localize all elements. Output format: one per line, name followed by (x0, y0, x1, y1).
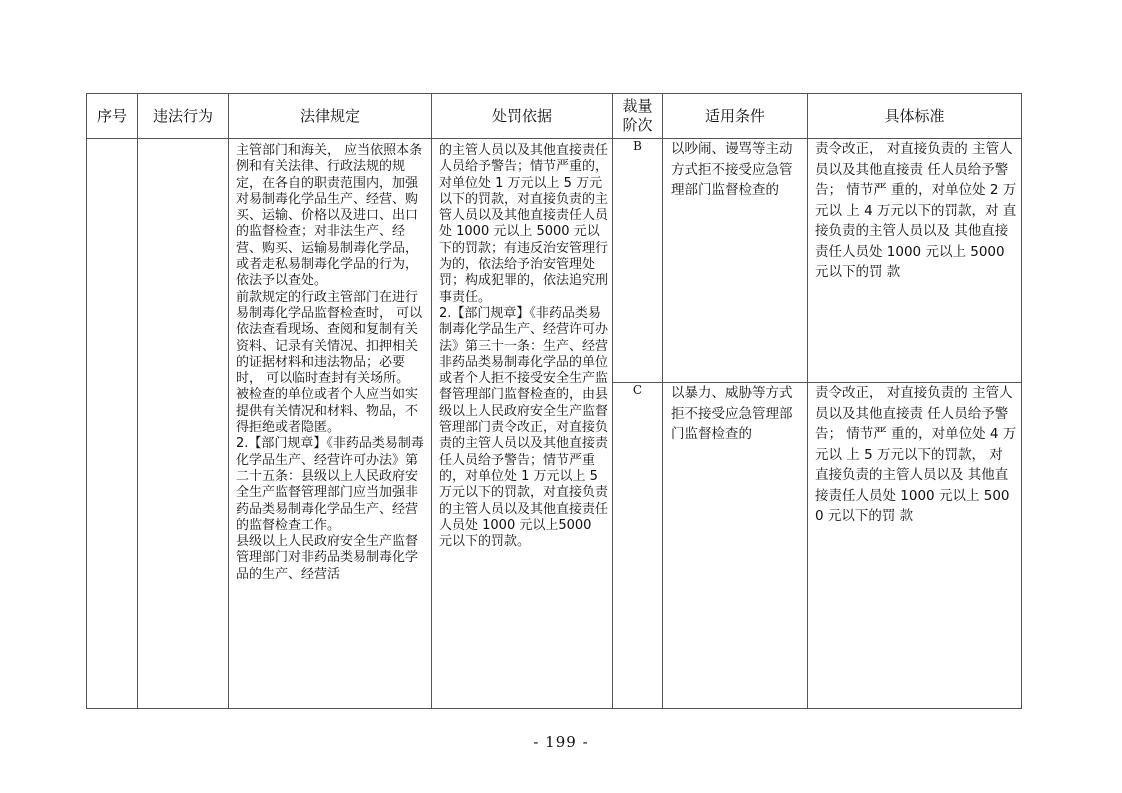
legal-provision-cell (229, 139, 432, 709)
header-condition: 适用条件 (663, 94, 808, 139)
header-seq: 序号 (87, 94, 138, 139)
header-penalty-basis: 处罚依据 (432, 94, 613, 139)
seq-cell (87, 139, 138, 709)
condition-b-text: 以吵闹、谩骂等主动方式拒不接受应急管理部门监督检查的 (671, 141, 793, 198)
penalty-basis-cell (432, 139, 613, 709)
header-legal-provision: 法律规定 (229, 94, 432, 139)
discretion-level-c: C (613, 383, 663, 709)
standard-b-text: 责令改正， 对直接负责的 主管人员以及其他直接责 任人员给予警告； 情节严 重的，对单位处 2 万元以 上 4 万元以下的罚款，对 直接负责的主管人员以及 其他直接责任人员处 1000 元以上 5000 元以下的罚 款 (815, 141, 1017, 280)
standard-c-text: 责令改正， 对直接负责的 主管人员以及其他直接责 任人员给予警告； 情节严 重的，对单位处 4 万元以 上 5 万元以下的罚款， 对 直接负责的主管人员以及 其他直接责任人员处 1000 元以上 5000 元以下的罚 款 (815, 385, 1017, 524)
header-standard: 具体标准 (808, 94, 1022, 139)
header-discretion-level (613, 94, 663, 139)
table-row (87, 139, 1022, 383)
standard-c-cell (808, 383, 1022, 709)
condition-c-cell (663, 383, 808, 709)
discretion-level-b: B (613, 139, 663, 383)
header-violation: 违法行为 (138, 94, 229, 139)
condition-b-cell (663, 139, 808, 383)
violation-cell (138, 139, 229, 709)
standard-b-cell (808, 139, 1022, 383)
penalty-basis-text: 的主管人员以及其他直接责任人员给予警告；情节严重的，对单位处 1 万元以上 5 万元以下的罚款，对直接负责的主管人员以及其他直接责任人员处 1000 元以上 5000 元以下的罚款；有违反治安管理行为的，依法给予治安管理处罚；构成犯罪的，依法追究刑事责任。 2.【部门规章】《非药品类易制毒化学品生产、经营许可办法》第三十一条：生产、经营非药品类易制毒化学品的单位或者个人拒不接受安全生产监督管理部门监督检查的，由县级以上人民政府安全生产监督管理部门责令改正，对直接负责的主管人员以及其他直接责任人员给予警告；情节严重的，对单位处 1 万元以上 5 万元以下的罚款，对直接负责的主管人员以及其他直接责任人员处 1000 元以上5000 元以下的罚款。 (439, 143, 609, 550)
legal-provision-text: 主管部门和海关， 应当依照本条例和有关法律、行政法规的规定，在各自的职责范围内，加强对易制毒化学品生产、经营、购买、运输、价格以及进口、出口的监督检查；对非法生产、经营、购买、运输易制毒化学品，或者走私易制毒化学品的行为，依法予以查处。 前款规定的行政主管部门在进行易制毒化学品监督检查时， 可以依法查看现场、查阅和复制有关资料、记录有关情况、扣押相关的证据材料和违法物品；必要时， 可以临时查封有关场所。 被检查的单位或者个人应当如实提供有关情况和材料、物品，不得拒绝或者隐匿。 2.【部门规章】《非药品类易制毒化学品生产、经营许可办法》第二十五条：县级以上人民政府安全生产监督管理部门应当加强非药品类易制毒化学品生产、经营的监督检查工作。 县级以上人民政府安全生产监督管理部门对非药品类易制毒化学品的生产、经营活 (236, 143, 424, 582)
penalty-standards-table (86, 93, 1022, 709)
table-header-row (87, 94, 1022, 139)
condition-c-text: 以暴力、威胁等方式拒不接受应急管理部门监督检查的 (671, 385, 793, 442)
page-number: - 199 - (533, 733, 589, 751)
header-discretion-level-label: 裁量 阶次 (622, 97, 653, 134)
